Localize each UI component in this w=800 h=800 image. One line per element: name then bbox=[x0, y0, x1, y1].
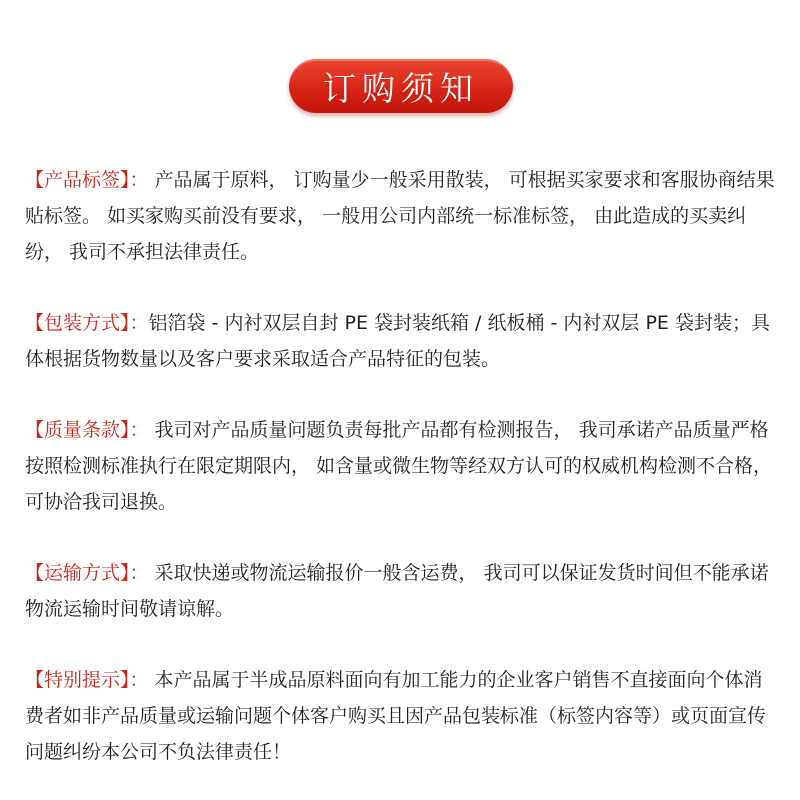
section-heading: 【运输方式】： bbox=[25, 562, 149, 584]
section-product-label bbox=[25, 162, 777, 270]
section-text: 采取快递或物流运输报价一般含运费， 我司可以保证发货时间但不能承诺物流运输时间敬请谅解。 bbox=[25, 562, 769, 620]
section-shipping bbox=[25, 555, 777, 627]
section-quality bbox=[25, 412, 777, 520]
section-special-notice bbox=[25, 662, 777, 770]
section-text: 铝箔袋 - 内衬双层自封 PE 袋封装纸箱 / 纸板桶 - 内衬双层 PE 袋封装；具体根据货物数量以及客户要求采取适合产品特征的包装。 bbox=[25, 312, 770, 370]
section-text: 我司对产品质量问题负责每批产品都有检测报告， 我司承诺产品质量严格按照检测标准执行在限定期限内， 如含量或微生物等经双方认可的权威机构检测不合格， 可协洽我司退换。 bbox=[25, 419, 779, 513]
title-badge bbox=[289, 59, 513, 113]
section-packaging bbox=[25, 305, 777, 377]
section-heading: 【质量条款】： bbox=[25, 419, 149, 441]
section-heading: 【特别提示】： bbox=[25, 669, 149, 691]
section-heading: 【产品标签】： bbox=[25, 169, 149, 191]
section-text: 本产品属于半成品原料面向有加工能力的企业客户销售不直接面向个体消费者如非产品质量或运输问题个体客户购买且因产品包装标准（标签内容等）或页面宣传问题纠纷本公司不负法律责任！ bbox=[25, 669, 767, 763]
section-text: 产品属于原料， 订购量少一般采用散装， 可根据买家要求和客服协商结果贴标签。 如买家购买前没有要求， 一般用公司内部统一标准标签， 由此造成的买卖纠纷， 我司不承担法律责任。 bbox=[25, 169, 775, 263]
page-title: 订购须知 bbox=[323, 68, 479, 108]
section-heading: 【包装方式】： bbox=[25, 312, 149, 334]
